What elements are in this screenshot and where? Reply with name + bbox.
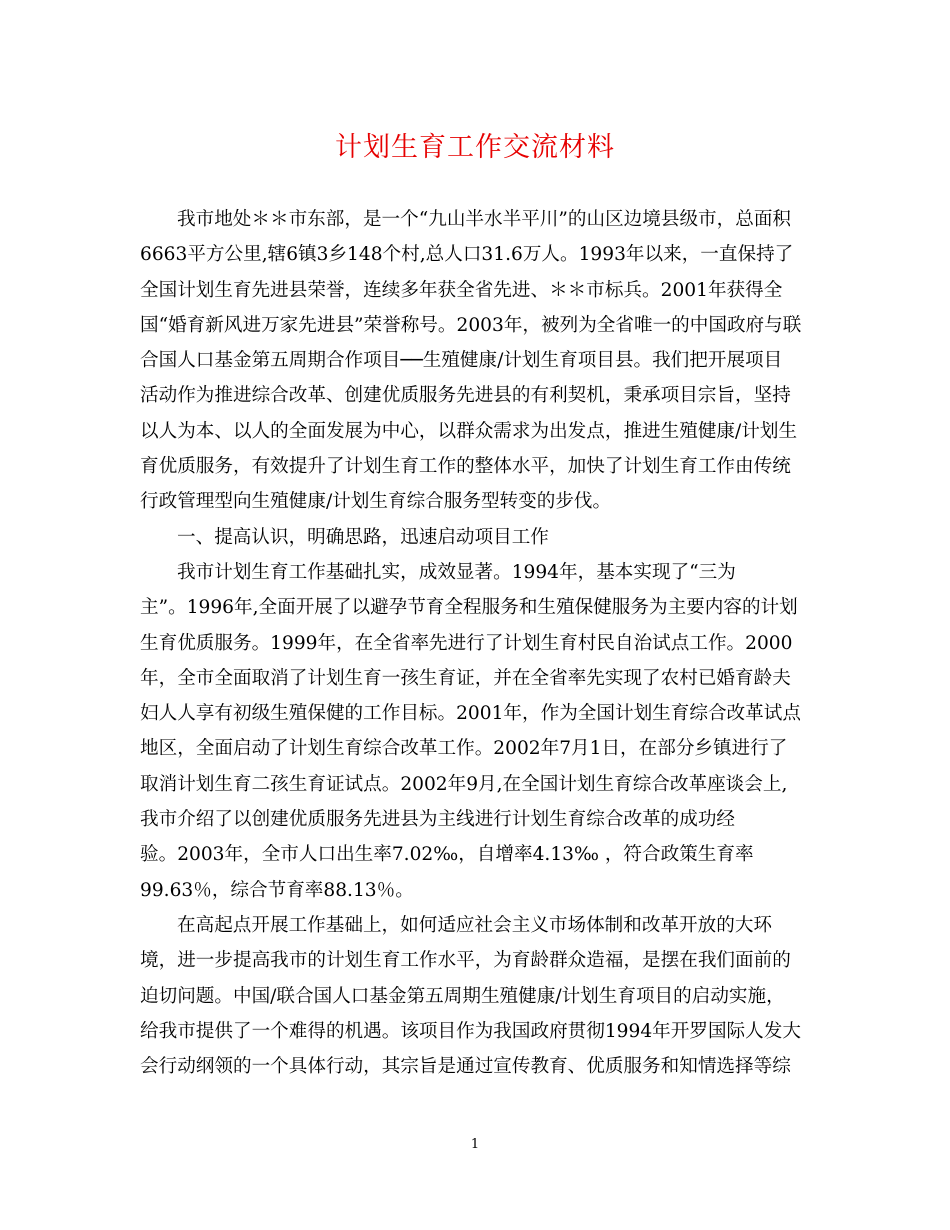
text-line: 99.63％，综合节育率88.13％。	[140, 879, 414, 901]
text-line: 妇人人享有初级生殖保健的工作目标。2001年，作为全国计划生育综合改革试点	[140, 703, 801, 725]
text-line: 会行动纲领的一个具体行动，其宗旨是通过宣传教育、优质服务和知情选择等综	[140, 1056, 791, 1078]
text-line: 地区，全面启动了计划生育综合改革工作。2002年7月1日，在部分乡镇进行了	[140, 738, 788, 760]
page-number: 1	[470, 1137, 480, 1152]
text-line: 活动作为推进综合改革、创建优质服务先进县的有利契机，秉承项目宗旨，坚持	[140, 385, 791, 407]
text-line: 在高起点开展工作基础上，如何适应社会主义市场体制和改革开放的大环	[177, 914, 773, 936]
text-line: 国“婚育新风进万家先进县”荣誉称号。2003年，被列为全省唯一的中国政府与联	[140, 314, 802, 336]
text-line: 我市地处＊＊市东部，是一个“九山半水半平川”的山区边境县级市，总面积	[177, 209, 792, 230]
text-line: 验。2003年，全市人口出生率7.02‰，自增率4.13‰ ，符合政策生育率	[140, 844, 754, 866]
text-line: 年，全市全面取消了计划生育一孩生育证，并在全省率先实现了农村已婚育龄夫	[140, 667, 791, 689]
text-line: 生育优质服务。1999年，在全省率先进行了计划生育村民自治试点工作。2000	[140, 632, 793, 654]
text-line: 全国计划生育先进县荣誉，连续多年获全省先进、＊＊市标兵。2001年获得全	[140, 279, 783, 301]
document-body	[140, 202, 806, 1084]
text-line: 一、提高认识，明确思路，迅速启动项目工作	[177, 526, 549, 548]
text-line: 给我市提供了一个难得的机遇。该项目作为我国政府贯彻1994年开罗国际人发大	[140, 1020, 801, 1042]
text-line: 以人为本、以人的全面发展为中心，以群众需求为出发点，推进生殖健康/计划生	[140, 420, 798, 442]
text-line: 行政管理型向生殖健康/计划生育综合服务型转变的步伐。	[140, 491, 612, 513]
text-line: 我市计划生育工作基础扎实，成效显著。1994年，基本实现了“三为	[177, 561, 736, 583]
text-line: 育优质服务，有效提升了计划生育工作的整体水平，加快了计划生育工作由传统	[140, 456, 791, 478]
text-line: 迫切问题。中国/联合国人口基金第五周期生殖健康/计划生育项目的启动实施，	[140, 985, 785, 1007]
text-line: 境，进一步提高我市的计划生育工作水平，为育龄群众造福，是摆在我们面前的	[140, 950, 791, 972]
text-line: 取消计划生育二孩生育证试点。2002年9月,在全国计划生育综合改革座谈会上,	[140, 773, 788, 795]
text-line: 合国人口基金第五周期合作项目──生殖健康/计划生育项目县。我们把开展项目	[140, 350, 783, 372]
text-line: 主”。1996年,全面开展了以避孕节育全程服务和生殖保健服务为主要内容的计划	[140, 597, 798, 619]
text-line: 6663平方公里,辖6镇3乡148个村,总人口31.6万人。1993年以来，一直保持了	[140, 244, 794, 266]
document-title: 计划生育工作交流材料	[335, 132, 615, 163]
text-line: 我市介绍了以创建优质服务先进县为主线进行计划生育综合改革的成功经	[140, 809, 736, 831]
